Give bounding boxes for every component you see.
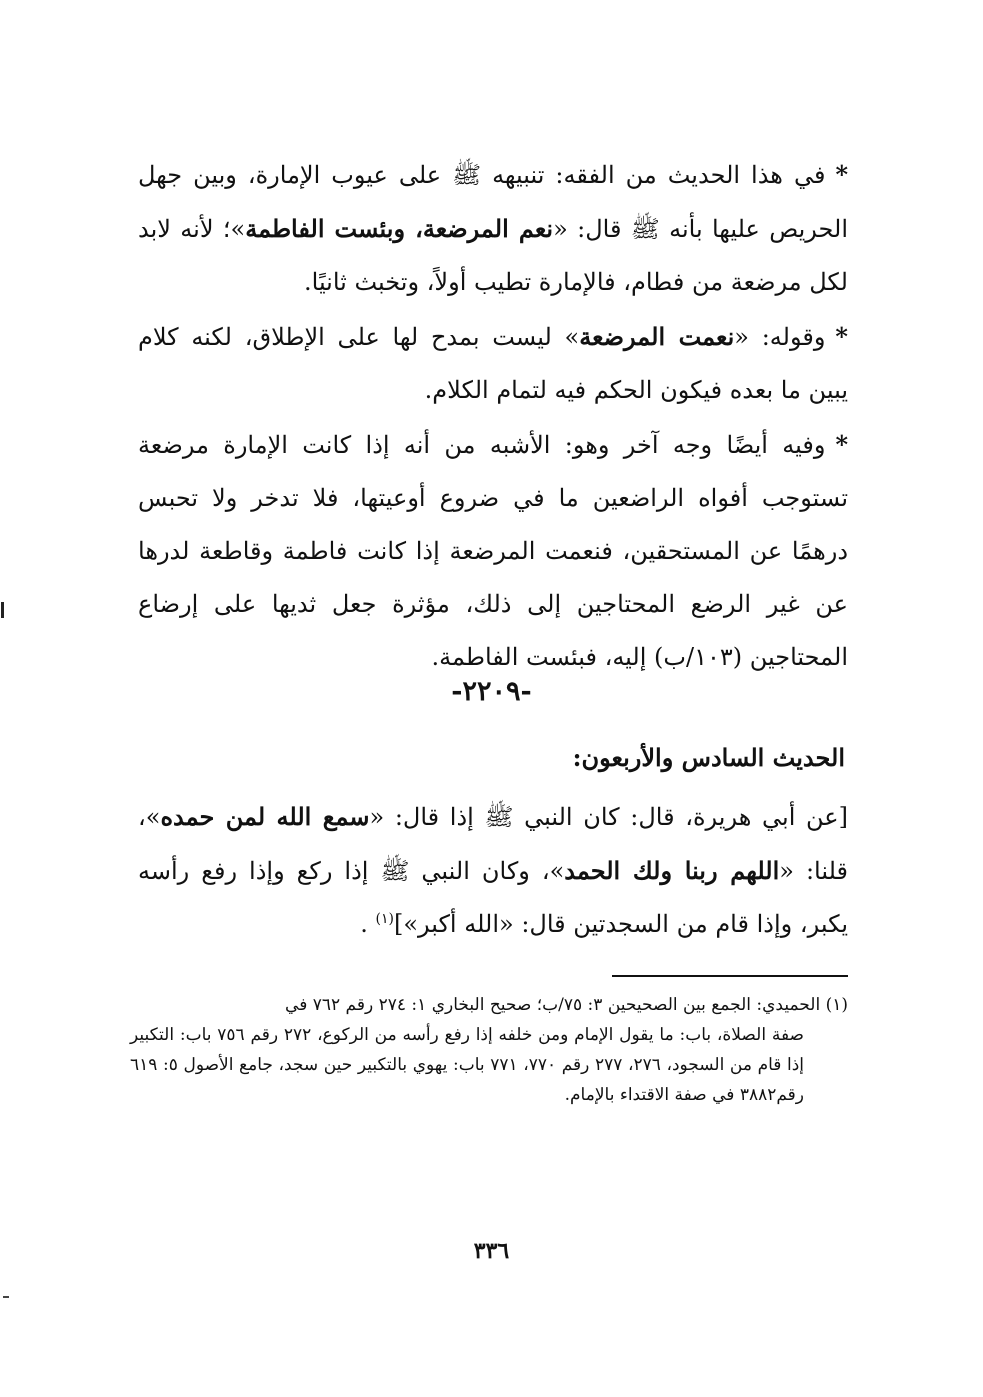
footnote-first-line: (١) الحميدي: الجمع بين الصحيحين ٣: ٧٥/ب؛ صحيح البخاري ١: ٢٧٤ رقم ٧٦٢ في [285, 995, 848, 1015]
hadith-text-part: »، قلنا: « [138, 803, 848, 885]
page-number: ٣٣٦ [473, 1238, 510, 1264]
bold-quote: سمع الله لمن حمده [160, 802, 370, 831]
bold-quote: نعم المرضعة، وبئست الفاطمة [245, 214, 554, 243]
footnote-reference: (١) [375, 911, 394, 927]
scan-margin-mark [1, 602, 4, 618]
paragraph-text: » ليست بمدح لها على الإطلاق، لكنه كلام يبين ما بعده فيكون الحكم فيه لتمام الكلام. [138, 323, 848, 404]
paragraph-fiqh [138, 148, 848, 309]
hadith-text [138, 790, 848, 951]
paragraph-qawluhu [138, 310, 848, 417]
bold-quote: نعمت المرضعة [579, 322, 735, 351]
footnote-continuation: صفة الصلاة، باب: ما يقول الإمام ومن خلفه إذا رفع رأسه من الركوع، ٢٧٢ رقم ٧٥٦ باب: التكبير إذا قام من السجود، ٢٧٦، ٢٧٧ رقم ٧٧٠، ٧٧١ باب: يهوي بالتكبير حين سجد، جامع الأصول ٥: ٦١٩ رقم٣٨٨٢ في صفة الاقتداء بالإمام. [130, 1025, 805, 1105]
hadith-text-part: »، وكان النبي ﷺ إذا ركع وإذا رفع رأسه يكبر، وإذا قام من السجدتين قال: «الله أكبر»] [138, 857, 848, 938]
paragraph-wajh-akhar [138, 418, 848, 684]
footnote-separator [612, 975, 848, 977]
bold-quote: اللهم ربنا ولك الحمد [564, 856, 780, 885]
bullet-star: * [835, 322, 848, 351]
hadith-title: الحديث السادس والأربعون: [572, 743, 845, 772]
scan-margin-mark [3, 1296, 9, 1298]
hadith-text-part: [عن أبي هريرة، قال: كان النبي ﷺ إذا قال: « [369, 803, 848, 831]
paragraph-text: وقوله: « [734, 323, 826, 351]
paragraph-text: وفيه أيضًا وجه آخر وهو: الأشبه من أنه إذا كانت الإمارة مرضعة تستوجب أفواه الراضعين ما في ضروع أوعيتها، فلا تدخر ولا تحبس درهمًا عن المستحقين، فنعمت المرضعة إذا كانت فاطمة وقاطعة لدرها عن غير الرضع المحتاجين إلى ذلك، مؤثرة جعل ثديها على إرضاع المحتاجين (١٠٣/ب) إليه، فبئست الفاطمة. [138, 431, 849, 671]
bullet-star: * [835, 430, 848, 459]
hadith-text-part: . [360, 910, 368, 938]
bullet-star: * [835, 160, 848, 189]
paragraph-text: في هذا الحديث من الفقه: تنبيهه ﷺ على عيوب الإمارة، وبين جهل الحريص عليها بأنه ﷺ قال: « [138, 161, 848, 243]
footnote [130, 990, 848, 1110]
paragraph-text: »؛ لأنه لابد لكل مرضعة من فطام، فالإمارة تطيب أولاً، وتخبث ثانيًا. [138, 215, 848, 296]
section-number: -٢٢٠٩- [451, 676, 532, 707]
